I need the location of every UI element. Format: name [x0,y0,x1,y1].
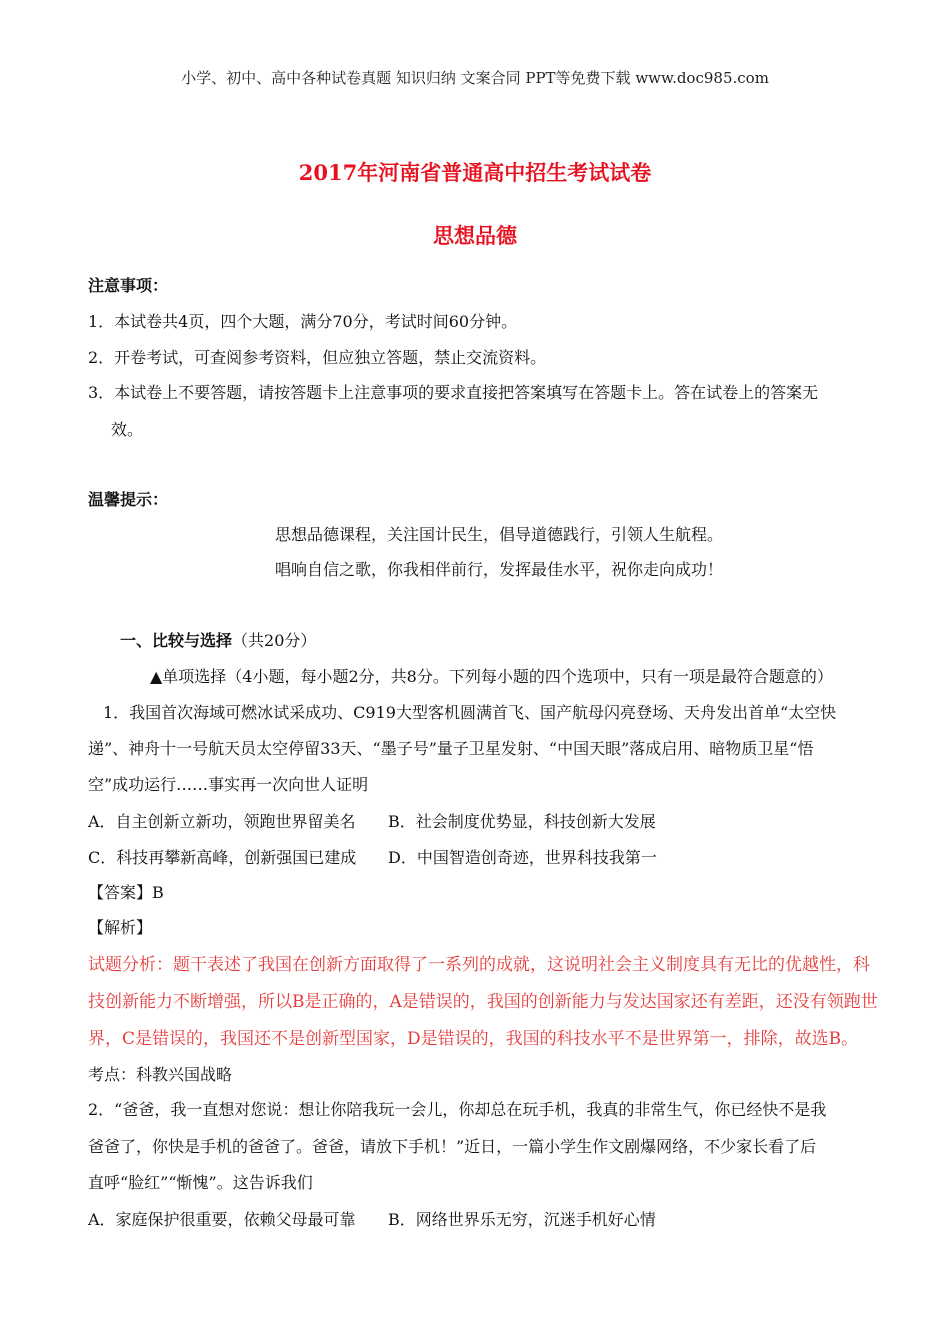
notice-item: 2．开卷考试，可查阅参考资料，但应独立答题，禁止交流资料。 [88,348,547,367]
q1-option-c: C．科技再攀新高峰，创新强国已建成 [88,848,357,867]
exam-title: 2017年河南省普通高中招生考试试卷 [298,160,652,185]
notice-heading: 注意事项： [88,276,169,295]
q1-stem-line: 递”、神舟十一号航天员太空停留33天、“墨子号”量子卫星发射、“中国天眼”落成启用、暗物质卫星“悟 [88,739,814,758]
q2-stem-line: 2．“爸爸，我一直想对您说：想让你陪我玩一会儿，你却总在玩手机，我真的非常生气，你已经快不是我 [88,1100,827,1119]
q1-analysis-line: 技创新能力不断增强，所以B是正确的，A是错误的，我国的创新能力与发达国家还有差距，还没有领跑世 [88,992,878,1012]
q2-option-b: B．网络世界乐无穷，沉迷手机好心情 [388,1210,656,1229]
q1-kaodian: 考点：科教兴国战略 [88,1065,233,1084]
q1-analysis-label: 【解析】 [88,918,153,937]
page-header: 小学、初中、高中各种试卷真题 知识归纳 文案合同 PPT等免费下载 www.doc985.com [181,69,769,87]
q1-option-b: B．社会制度优势显，科技创新大发展 [388,812,656,831]
q1-answer: 【答案】B [88,883,164,902]
q1-analysis-line: 试题分析：题干表述了我国在创新方面取得了一系列的成就，这说明社会主义制度具有无比的优越性，科 [88,955,870,975]
q1-option-a: A．自主创新立新功，领跑世界留美名 [88,812,356,831]
q1-analysis-line: 界，C是错误的，我国还不是创新型国家，D是错误的，我国的科技水平不是世界第一，排除，故选B。 [88,1029,859,1049]
tips-heading: 温馨提示： [88,490,169,509]
q2-stem-line: 直呼“脸红”“惭愧”。这告诉我们 [88,1173,313,1192]
section-instruction: ▲单项选择（4小题，每小题2分，共8分。下列每小题的四个选项中，只有一项是最符合题意的） [150,667,833,686]
tips-line: 唱响自信之歌，你我相伴前行，发挥最佳水平，祝你走向成功！ [275,560,724,579]
notice-item: 1．本试卷共4页，四个大题，满分70分，考试时间60分钟。 [88,312,518,331]
q1-option-d: D．中国智造创奇迹，世界科技我第一 [388,848,657,867]
q1-stem-line: 1．我国首次海域可燃冰试采成功、C919大型客机圆满首飞、国产航母闪亮登场、天舟发出首单“太空快 [103,703,837,722]
section-score: （共20分） [232,631,317,650]
q2-option-a: A．家庭保护很重要，依赖父母最可靠 [88,1210,356,1229]
notice-item: 效。 [111,420,144,439]
q2-stem-line: 爸爸了，你快是手机的爸爸了。爸爸，请放下手机！”近日，一篇小学生作文剧爆网络，不少家长看了后 [88,1137,817,1156]
q1-stem-line: 空”成功运行……事实再一次向世人证明 [88,775,369,794]
subject-title: 思想品德 [433,223,517,248]
notice-item: 3．本试卷上不要答题，请按答题卡上注意事项的要求直接把答案填写在答题卡上。答在试卷上的答案无 [88,383,819,402]
section-title: 一、比较与选择 [120,631,233,650]
section-heading [120,628,316,651]
tips-line: 思想品德课程，关注国计民生，倡导道德践行，引领人生航程。 [275,525,724,544]
